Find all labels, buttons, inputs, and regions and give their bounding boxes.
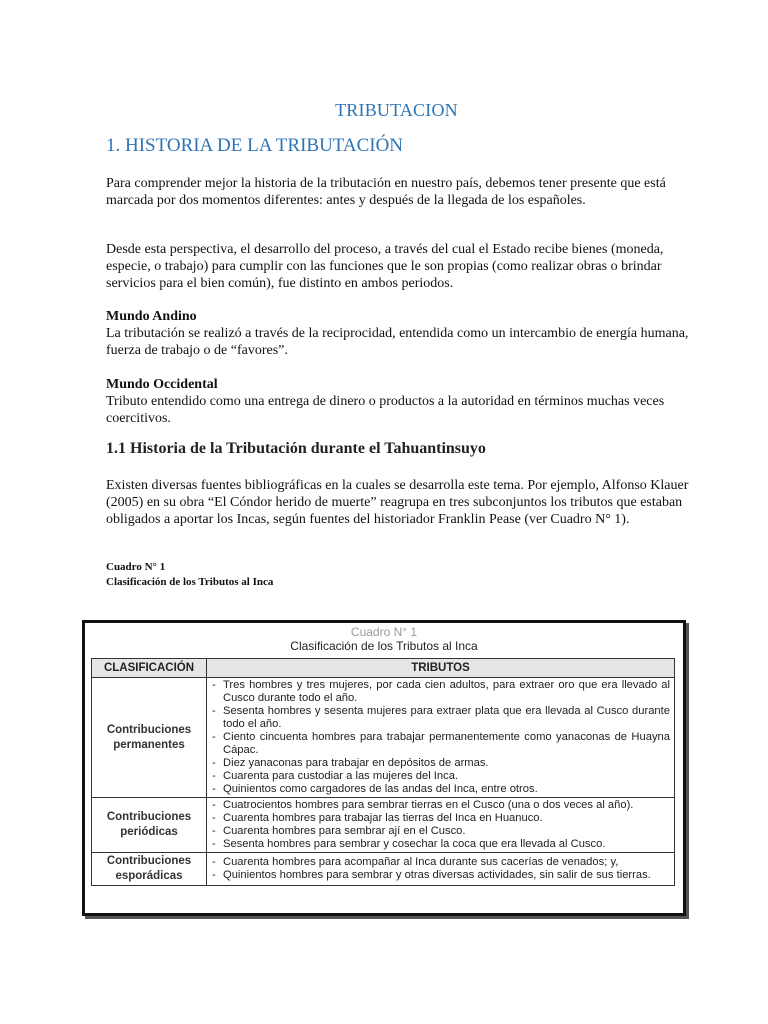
tribute-item: - Sesenta hombres para sembrar y cosechar la coca que era llevada al Cusco. (211, 838, 670, 851)
subheading-mundo-andino: Mundo Andino (106, 309, 197, 324)
category-cell: Contribuciones permanentes (92, 678, 207, 798)
column-header-clasificacion: CLASIFICACIÓN (92, 659, 207, 678)
column-header-tributos: TRIBUTOS (207, 659, 675, 678)
tribute-item: - Cuarenta para custodiar a las mujeres del Inca. (211, 770, 670, 783)
paragraph-mundo-occidental: Tributo entendido como una entrega de dinero o productos a la autoridad en términos muchas veces coercitivos. (106, 394, 665, 426)
tribute-item: - Cuatrocientos hombres para sembrar tierras en el Cusco (una o dos veces al año). (211, 799, 670, 812)
table-title: Clasificación de los Tributos al Inca (290, 639, 478, 653)
tribute-item: - Tres hombres y tres mujeres, por cada cien adultos, para extraer oro que era llevado al Cusco durante todo el año. (211, 679, 670, 705)
tribute-item: - Sesenta hombres y sesenta mujeres para extraer plata que era llevada al Cusco durante todo el año. (211, 705, 670, 731)
tribute-item: - Quinientos hombres para sembrar y otras diversas actividades, sin salir de sus tierras. (211, 869, 670, 882)
tribute-item: - Cuarenta hombres para sembrar ají en el Cusco. (211, 825, 670, 838)
paragraph-perspectiva: Desde esta perspectiva, el desarrollo del proceso, a través del cual el Estado recibe bienes (moneda, especie, o trabajo) para cumplir con las funciones que le son propias (como realizar obras o brindar servicios para el bien común), fue distinto en ambos periodos. (106, 242, 664, 291)
items-cell (207, 798, 675, 853)
caption-cuadro-title: Clasificación de los Tributos al Inca (106, 576, 274, 588)
tribute-item: - Quinientos como cargadores de las andas del Inca, entre otros. (211, 783, 670, 796)
category-cell: Contribuciones esporádicas (92, 853, 207, 886)
paragraph-intro: Para comprender mejor la historia de la tributación en nuestro país, debemos tener presente que está marcada por dos momentos diferentes: antes y después de la llegada de los españoles. (106, 176, 666, 208)
items-cell (207, 853, 675, 886)
table-row (92, 853, 675, 886)
subheading-mundo-occidental: Mundo Occidental (106, 377, 218, 392)
paragraph-mundo-andino: La tributación se realizó a través de la reciprocidad, entendida como un intercambio de energía humana, fuerza de trabajo o de “favores”. (106, 326, 689, 358)
tribute-item: - Ciento cincuenta hombres para trabajar permanentemente como yanaconas de Huayna Cápac. (211, 731, 670, 757)
section-heading-historia: 1. HISTORIA DE LA TRIBUTACIÓN (106, 135, 404, 156)
section-heading-tahuantinsuyo: 1.1 Historia de la Tributación durante el Tahuantinsuyo (106, 440, 486, 457)
paragraph-fuentes: Existen diversas fuentes bibliográficas en la cuales se desarrolla este tema. Por ejemplo, Alfonso Klauer (2005) en su obra “El Cóndor herido de muerte” reagrupa en tres subconjuntos los tributos que estaban obligados a aportar los Incas, según fuentes del historiador Franklin Pease (ver Cuadro N° 1). (106, 478, 689, 527)
document-title: TRIBUTACION (335, 100, 458, 120)
tribute-item: - Cuarenta hombres para trabajar las tierras del Inca en Huanuco. (211, 812, 670, 825)
tributos-table-figure (82, 620, 686, 916)
caption-cuadro-number: Cuadro N° 1 (106, 561, 166, 573)
table-row (92, 678, 675, 798)
tributos-table (91, 658, 675, 886)
table-header-row (92, 659, 675, 678)
category-cell: Contribuciones periódicas (92, 798, 207, 853)
items-cell (207, 678, 675, 798)
tribute-item: - Diez yanaconas para trabajar en depósitos de armas. (211, 757, 670, 770)
table-row (92, 798, 675, 853)
tribute-item: - Cuarenta hombres para acompañar al Inca durante sus cacerías de venados; y, (211, 856, 670, 869)
table-cuadro-label: Cuadro N° 1 (350, 625, 418, 639)
